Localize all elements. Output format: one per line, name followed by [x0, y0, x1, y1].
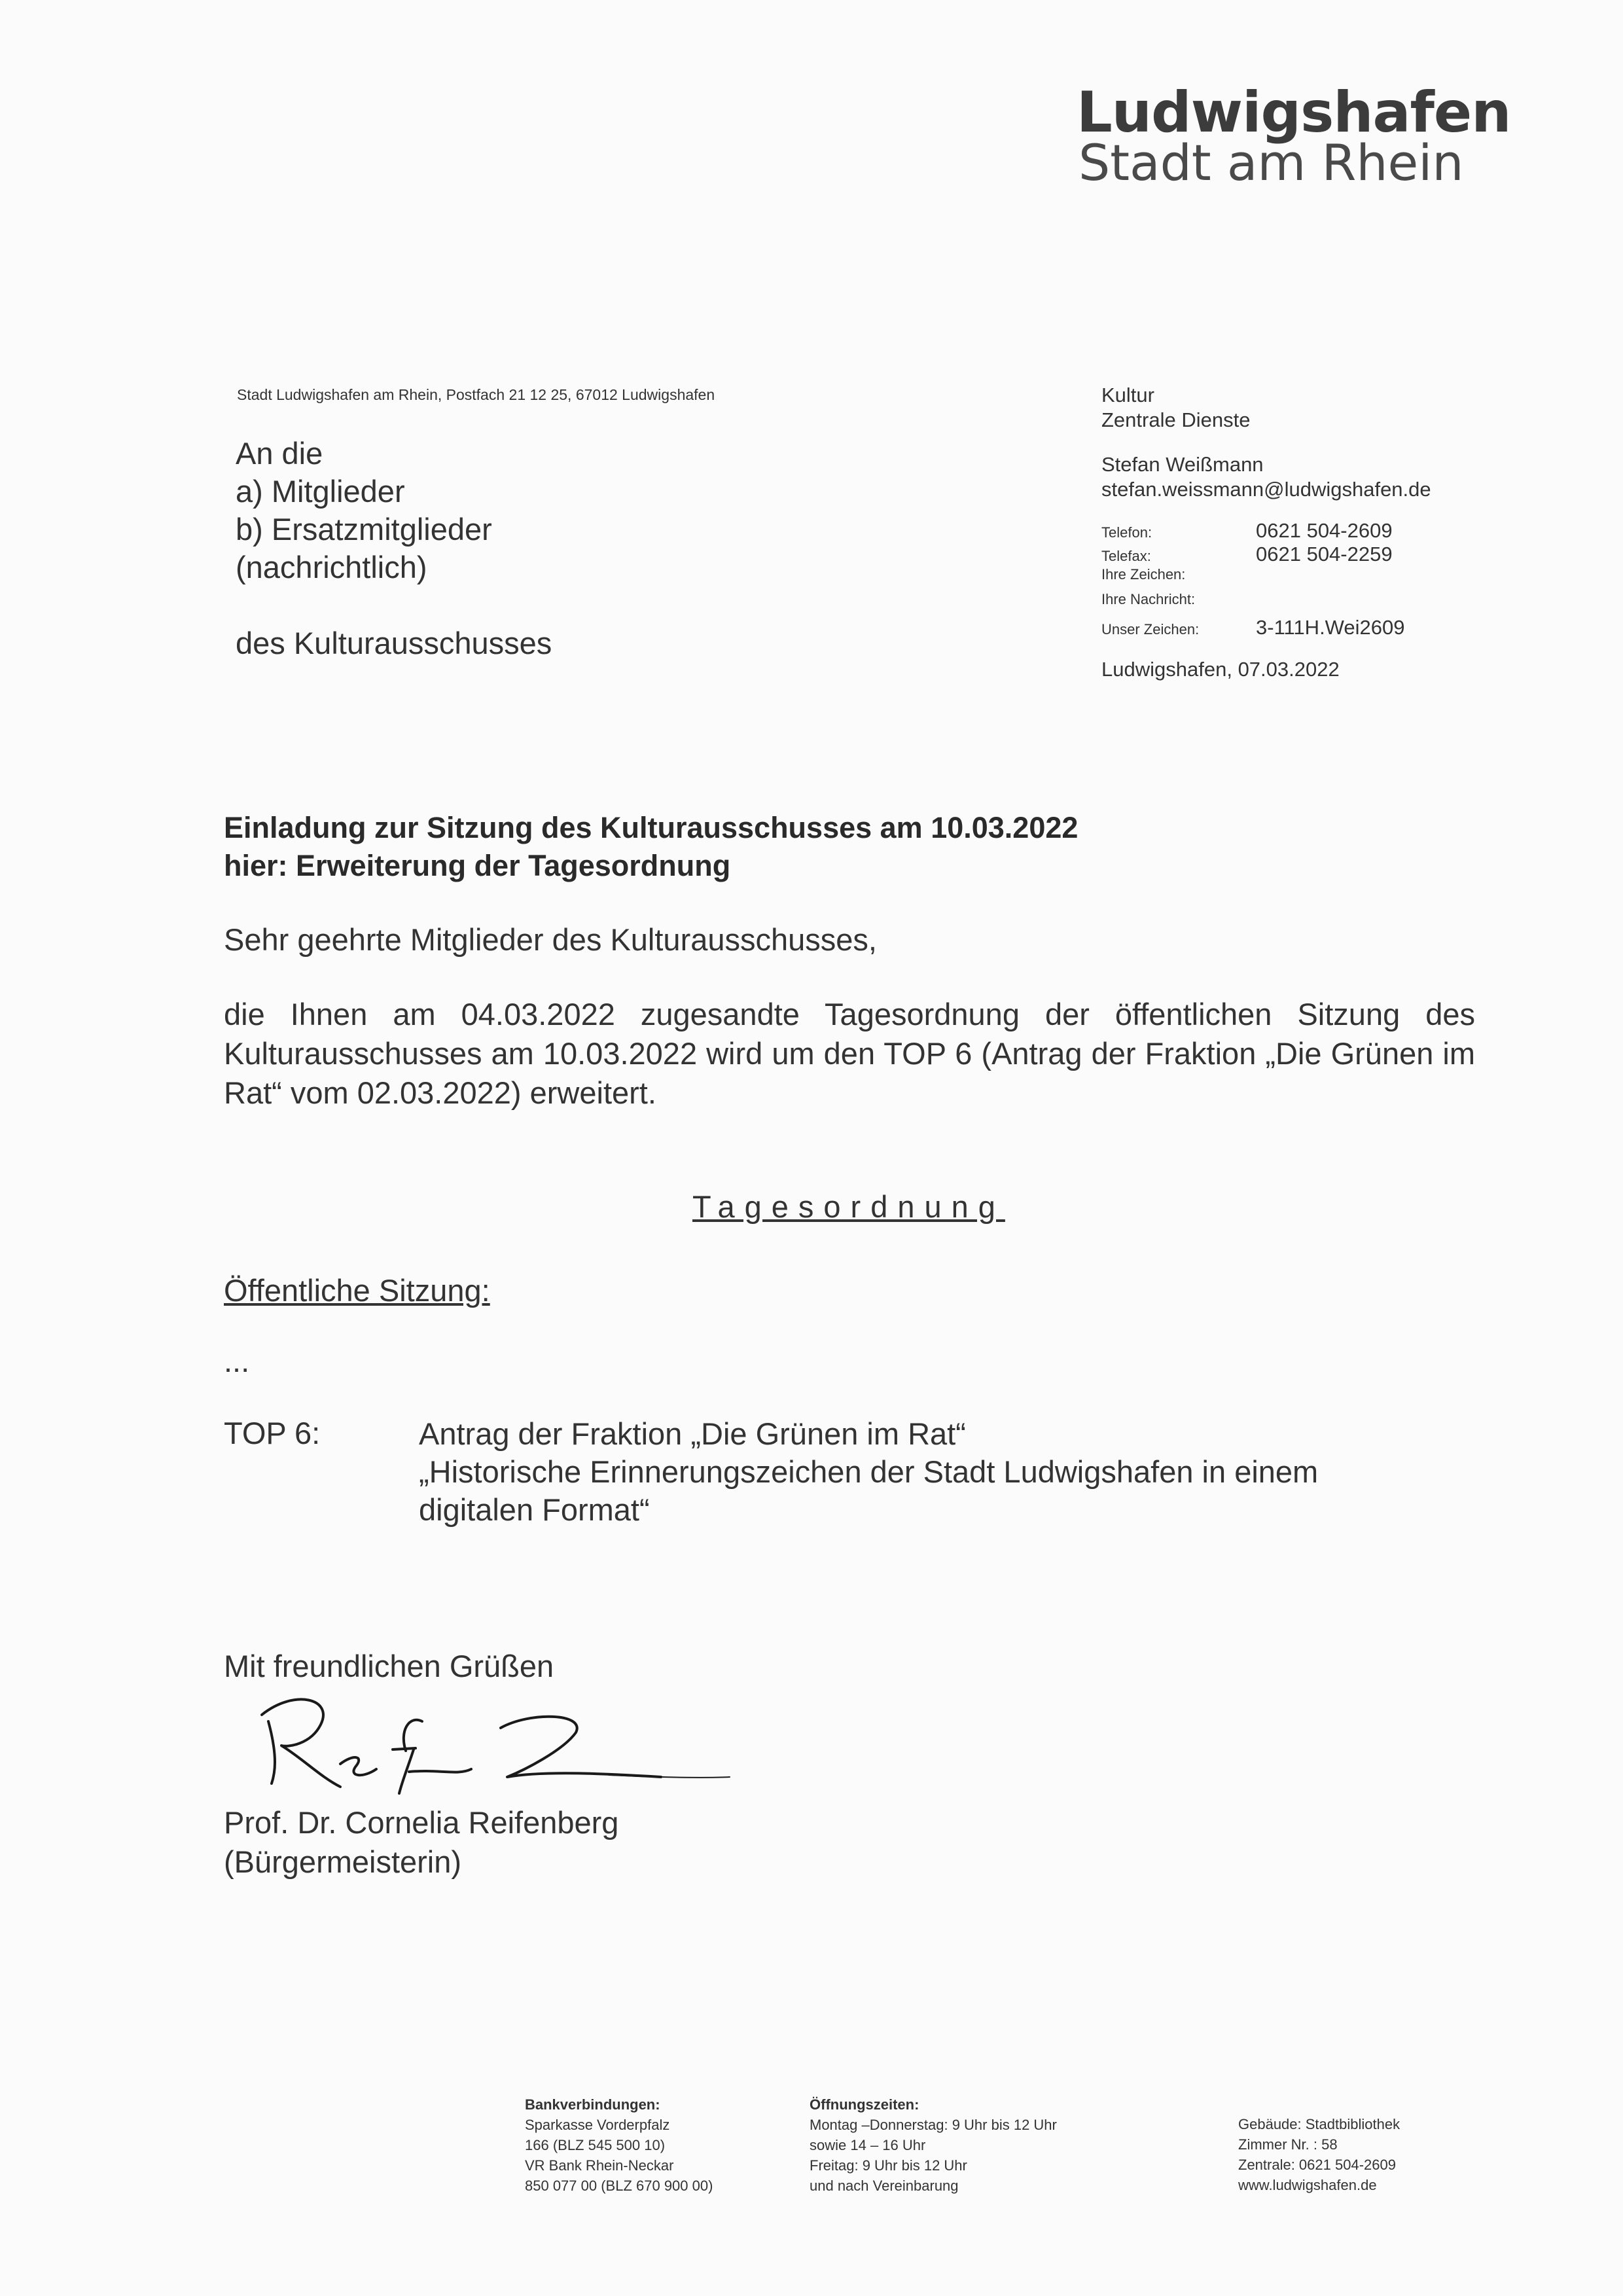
contact-name: Stefan Weißmann	[1101, 453, 1264, 476]
contact-email: stefan.weissmann@ludwigshafen.de	[1101, 478, 1431, 501]
agenda-title: Tagesordnung	[692, 1189, 1005, 1224]
agenda-item-text	[419, 1415, 1318, 1529]
phone-label: Telefon:	[1101, 524, 1152, 541]
signer-name: Prof. Dr. Cornelia Reifenberg	[224, 1805, 619, 1840]
footer-line: Zentrale: 0621 504-2609	[1238, 2157, 1396, 2173]
footer-line: Montag –Donnerstag: 9 Uhr bis 12 Uhr	[810, 2117, 1057, 2133]
recipient-line: a) Mitglieder	[236, 474, 405, 509]
agenda-item-line: „Historische Erinnerungszeichen der Stadt Ludwigshafen in einem	[419, 1454, 1319, 1489]
footer-line: Gebäude: Stadtbibliothek	[1238, 2116, 1400, 2132]
contact-info-block	[1101, 383, 1431, 681]
agenda-section: Öffentliche Sitzung:	[224, 1273, 490, 1308]
recipient-block	[236, 435, 552, 662]
footer-line: sowie 14 – 16 Uhr	[810, 2137, 926, 2153]
footer-line: und nach Vereinbarung	[810, 2178, 959, 2194]
recipient-line: b) Ersatzmitglieder	[236, 512, 492, 547]
subject-line: hier: Erweiterung der Tagesordnung	[224, 849, 731, 882]
our-sign-label: Unser Zeichen:	[1101, 621, 1200, 637]
footer-line: Sparkasse Vorderpfalz	[525, 2117, 670, 2133]
footer-website: www.ludwigshafen.de	[1238, 2177, 1377, 2193]
footer-line: Freitag: 9 Uhr bis 12 Uhr	[810, 2157, 967, 2174]
fax-value: 0621 504-2259	[1256, 543, 1393, 565]
footer-line: VR Bank Rhein-Neckar	[525, 2157, 674, 2174]
body-paragraph: die Ihnen am 04.03.2022 zugesandte Tagesordnung der öffentlichen Sitzung des Kulturausschusses am 10.03.2022 wird um den TOP 6 (Antrag der Fraktion „Die Grünen im Rat“ vom 02.03.2022) erweitert.	[224, 997, 1475, 1110]
salutation: Sehr geehrte Mitglieder des Kulturausschusses,	[224, 922, 877, 957]
subject	[224, 809, 1078, 885]
department-unit: Zentrale Dienste	[1101, 408, 1251, 431]
recipient-line: (nachrichtlich)	[236, 550, 427, 584]
signer-block	[224, 1803, 618, 1882]
your-message-label: Ihre Nachricht:	[1101, 591, 1196, 607]
agenda-item-line: Antrag der Fraktion „Die Grünen im Rat“	[419, 1416, 966, 1451]
sender-address: Stadt Ludwigshafen am Rhein, Postfach 21 12 25, 67012 Ludwigshafen	[237, 386, 715, 403]
recipient-line: An die	[236, 436, 323, 471]
phone-value: 0621 504-2609	[1256, 519, 1393, 542]
footer-building	[1238, 2114, 1400, 2195]
footer-line: 166 (BLZ 545 500 10)	[525, 2137, 666, 2153]
reference-table	[1101, 519, 1404, 641]
subject-line: Einladung zur Sitzung des Kulturausschusses am 10.03.2022	[224, 811, 1079, 844]
department: Kultur	[1101, 384, 1154, 406]
footer-line: 850 077 00 (BLZ 670 900 00)	[525, 2178, 713, 2194]
place-date	[1101, 658, 1431, 681]
agenda-ellipsis: ...	[224, 1344, 250, 1378]
place: Ludwigshafen,	[1101, 658, 1232, 681]
footer-bank	[525, 2094, 713, 2196]
agenda-item-label: TOP 6:	[224, 1416, 321, 1450]
letter-date: 07.03.2022	[1238, 658, 1340, 681]
signer-title: (Bürgermeisterin)	[224, 1844, 462, 1879]
footer-bank-heading: Bankverbindungen:	[525, 2096, 660, 2113]
footer-hours	[810, 2094, 1057, 2196]
your-sign-label: Ihre Zeichen:	[1101, 566, 1186, 583]
our-sign-value: 3-111H.Wei2609	[1256, 616, 1405, 639]
logo-title: Ludwigshafen	[1077, 80, 1511, 145]
recipient-committee: des Kulturausschusses	[236, 626, 552, 660]
footer-hours-heading: Öffnungszeiten:	[810, 2096, 919, 2113]
agenda-item-line: digitalen Format“	[419, 1492, 650, 1527]
footer-line: Zimmer Nr. : 58	[1238, 2136, 1338, 2153]
closing: Mit freundlichen Grüßen	[224, 1649, 554, 1683]
signature	[242, 1685, 740, 1803]
logo-subtitle: Stadt am Rhein	[1079, 134, 1464, 192]
fax-label: Telefax:	[1101, 548, 1151, 564]
